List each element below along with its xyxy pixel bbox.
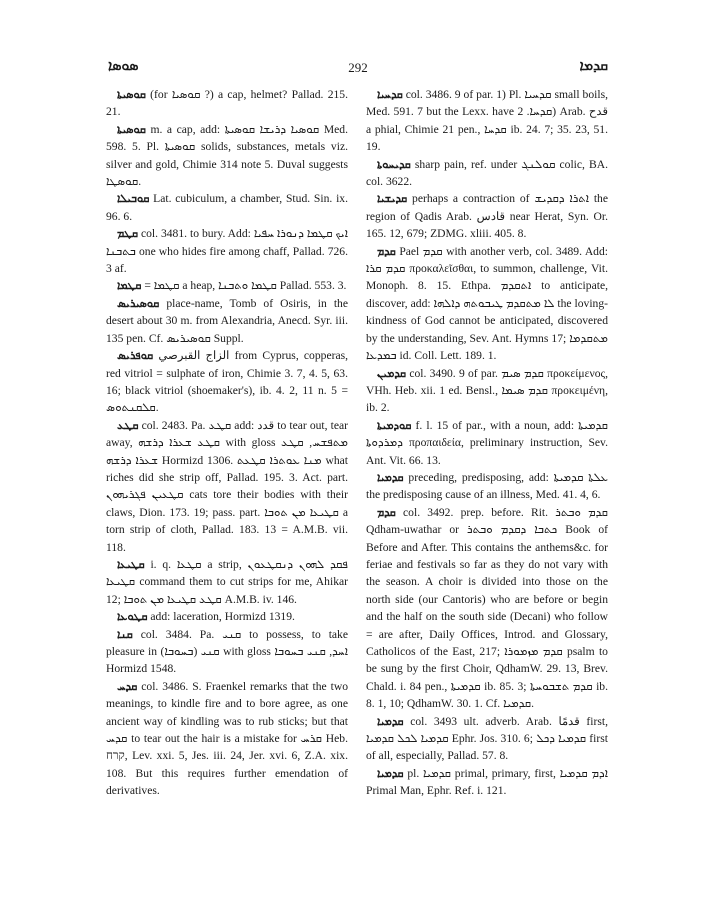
definition: place-name, Tomb of Osiris, in the desert about 30 m. from Alexandria, Anecd. Syr. iii. 135 pen. Cf. ܩܘܣܝܪܝܣ Suppl. — [106, 296, 348, 345]
definition: f. l. 15 of par., with a noun, add: ܩܕܡܝܬܐ ܕܡܪܕܘܬܐ προπαιδεία, preliminary instruction, Sev. Ant. Vit. 66. 13. — [366, 418, 609, 467]
definition: i. q. ܩܛܥܐ a strip, ܦܩܕ ܠܗܘܢ ܕܢܩܛܥܘܢ ܩܛܝܥܐ command them to cut strips for me, Ahikar 12; ܩܛܥ ܩܛܝܥܐ ܡܢ ܬܘܒܐ A.M.B. iv. 146. — [106, 557, 348, 606]
headword: ܩܢܐ — [117, 627, 133, 641]
running-header — [108, 58, 608, 82]
definition: col. 3490. 9 of par. ܩܕܡ ܣܝܡ προκείμενος, VHh. Heb. xii. 1 ed. Bensl., ܩܕܡ ܣܝܡܐ προκειμένη, ib. 2. — [366, 366, 609, 415]
headword: ܩܕܡ — [377, 244, 396, 258]
headword: ܩܕܡܝܐ — [377, 470, 404, 484]
headword: ܩܛܡܐ — [117, 279, 142, 293]
dictionary-entry — [366, 504, 608, 713]
definition: col. 3493 ult. adverb. Arab. قدمًا first, ܩܕܡܝܐ ܠܟܠ ܩܕܡܝܐ Ephr. Jos. 310. 6; ܩܕܡܝܐ ܕܟܠ first of all, especially, Pallad. 57. 8. — [366, 714, 608, 763]
dictionary-entry — [106, 86, 348, 121]
headword: ܩܕܚ — [117, 679, 138, 693]
headword: ܩܕܝܚܘܬܐ — [377, 157, 411, 171]
headword: ܩܘܣܝܬܐ — [117, 88, 146, 101]
dictionary-entry — [106, 417, 348, 556]
definition: col. 3492. prep. before. Rit. ܩܕܡ ܘܒܬܪ Qdham-uwathar or ܟܬܒܐ ܕܩܕܡ ܘܒܬܪ Book of Before and After. This contains the anthems&c. for feriae and festivals so far as they do not vary with the season. A choir is divided into those on the north side (our Cantoris) who are before or begin and the half on the south side (Decani) who follow = are after, Daily Offices, Introd. and Glossary, Catholicos of the East, 217; ܩܕܡ ܡܙܡܘܪܐ psalm to be sung by the first Choir, QdhamW. 29. 13, Brev. Chald. i. 84 pen., ܩܕܡܝܬܐ ib. 85. 3; ܩܕܡ ܬܫܒܘܚܬܐ ib. 8. 1, 10; QdhamW. 30. 1. Cf. ܩܕܡܝܐ. — [366, 505, 609, 711]
headword: ܩܕܡܝܐ — [377, 714, 404, 728]
left-column — [106, 86, 348, 800]
dictionary-entry — [366, 417, 608, 469]
definition: m. a cap, add: ܩܘܣܝܐ ܕܪܝܫܐ ܩܘܣܝܬܐ Med. 598. 5. Pl. ܩܘܣܝܬܐ solids, substances, metals viz. silver and gold, Chimie 314 note 5. Duval suggests ܩܘܣܛܐ. — [106, 122, 348, 189]
definition: col. 3486. 9 of par. 1) Pl. ܩܕܚܝܐ small boils, Med. 591. 7 but the Lexx. have ܩܕܚܐ. 2) Arab. قدح a phial, Chimie 21 pen., ܩܕܚܐ ib. 24. 7; 35. 23, 51. 19. — [366, 88, 609, 154]
dictionary-entry — [366, 86, 608, 156]
dictionary-entry — [106, 556, 348, 608]
dictionary-entry — [106, 678, 348, 800]
dictionary-entry — [106, 225, 348, 277]
definition: (for ܩܘܣܝܐ ?) a cap, helmet? Pallad. 215. 21. — [106, 88, 348, 119]
headword: ܩܛܥ — [117, 418, 139, 432]
headword: ܩܛܝܥܐ — [117, 557, 145, 571]
dictionary-entry — [366, 469, 608, 504]
header-left-syriac: ܣܘܣܐ — [108, 58, 139, 74]
headword: ܩܕܚܝܐ — [377, 88, 403, 101]
definition: = ܩܛܡܐ a heap, ܩܛܡܐ ܘܬܒܢܐ Pallad. 553. 3. — [144, 279, 347, 293]
headword: ܩܘܣܝܪܝܣ — [117, 296, 160, 310]
definition: col. 3481. to bury. Add: ܐܝܟ ܩܛܡܐ ܕܢܘܪܐ ܚܦܝܐ ܒܬܒܢܐ one who hides fire among chaff, Pallad. 726. 3 af. — [106, 227, 348, 276]
dictionary-entry — [366, 156, 608, 191]
headword: ܩܕܡ — [377, 505, 396, 519]
definition: col. 2483. Pa. ܩܛܥ add: قدد to tear out, tear away, ܩܛܥ ܫܥܪܐ ܕܪܫܗ with gloss ܡܬܦܫܚ, ܩܛܥ ܫܥܪܐ ܕܪܫܗ Hormizd 1306. ܡܢܐ ܥܘܬܪܐ ܩܛܥܬ what riches did she strip off, Pallad. 195. 3. Act. part. ܩܛܥܝܢ ܦܓܪܝܗܘܢ cats tore their bodies with their claws, Dion. 173. 19; pass. part. ܩܛܝܥܐ ܡܢ ܬܘܒܐ a torn strip of cloth, Pallad. 183. 13 = A.M.B. vii. 118. — [106, 418, 349, 554]
definition: Lat. cubiculum, a chamber, Stud. Sin. ix. 96. 6. — [106, 192, 348, 223]
dictionary-entry — [366, 765, 608, 800]
dictionary-entry — [106, 347, 348, 417]
dictionary-entry — [106, 277, 348, 294]
headword: ܩܛܡ — [117, 227, 138, 241]
header-right-syriac: ܩܕܡܐ — [579, 58, 608, 74]
headword: ܩܘܣܝܬܐ — [117, 122, 146, 136]
dictionary-entry — [366, 243, 608, 365]
headword: ܩܕܡܝܢ — [377, 366, 407, 380]
definition: col. 3484. Pa. ܩܢܝ to possess, to take pleasure in ܩܢܝ (ܒܚܘܒܐ) with gloss ܐܚܕ, ܩܢܝ ܒܚܘܒܐ Hormizd 1548. — [106, 627, 348, 676]
definition: perhaps a contraction of ܐܬܪܐ ܕܩܕܝܫ the region of Qadis Arab. قادس near Herat, Syn. Or. 165. 12, 679; ZDMG. xliii. 405. 8. — [366, 192, 608, 241]
dictionary-entry — [106, 626, 348, 678]
headword: ܩܘܦܪܝܣ — [117, 349, 154, 363]
dictionary-entry — [366, 190, 608, 242]
right-column — [366, 86, 608, 800]
definition: الزاج القبرصي from Cyprus, copperas, red vitriol = sulphate of iron, Chimie 3. 7, 4. 5, 63. 16; black vitriol (shoemaker's), ib. 4. 2, 11 n. 5 = ܩܠܩܢܬܘܣ. — [106, 349, 349, 415]
dictionary-entry — [106, 608, 348, 625]
definition: add: laceration, Hormizd 1319. — [150, 610, 295, 624]
headword: ܩܕܡܝܐ — [377, 766, 404, 780]
headword: ܩܘܕܡܝܬܐ — [377, 418, 412, 432]
definition: preceding, predisposing, add: ܥܠܬܐ ܩܕܡܝܬܐ the predisposing cause of an illness, Med. 41. 4, 6. — [366, 470, 608, 502]
dictionary-entry — [106, 121, 348, 191]
definition: col. 3486. S. Fraenkel remarks that the two meanings, to kindle fire and to bore agree, as one ancient way of kindling was to rub sticks; but that ܩܕܚ to tear out the hair is a mistake for ܩܪܚ Heb. קרח, Lev. xxi. 5, Jes. iii. 24, Jer. xvi. 6, Z.A. xix. 108. But this requires further emendation of derivatives. — [106, 679, 348, 798]
dictionary-entry — [366, 713, 608, 765]
headword: ܩܛܘܥܐ — [117, 610, 148, 624]
dictionary-entry — [366, 365, 608, 417]
definition: pl. ܩܕܡܝܐ primal, primary, first, ܐܕܡ ܩܕܡܝܐ Primal Man, Ephr. Ref. i. 121. — [366, 766, 608, 798]
definition: Pael ܩܕܡ with another verb, col. 3489. Add: ܩܕܡ ܩܪܐ προκαλεῖσθαι, to summon, challenge, Vit. Monoph. 8. 15. Ethpa. ܐܬܩܕܡ to anticipate, discover, add: ܠܐ ܡܬܩܕܡ ܛܝܒܘܬܗ ܕܐܠܗܐ the loving-kindness of God cannot be anticipated, discovered by the understanding, Sev. Ant. Hymns 17; ܡܬܩܕܡܐ ܒܡܕܥܐ id. Coll. Lett. 189. 1. — [366, 244, 609, 363]
page-number: 292 — [348, 60, 368, 75]
headword: ܩܘܒܝܠܐ — [117, 192, 150, 206]
definition: sharp pain, ref. under ܩܘܠܢܓ colic, BA. col. 3622. — [366, 157, 608, 189]
dictionary-entry — [106, 295, 348, 347]
headword: ܩܕܝܫܝܐ — [377, 192, 408, 206]
dictionary-entry — [106, 190, 348, 225]
